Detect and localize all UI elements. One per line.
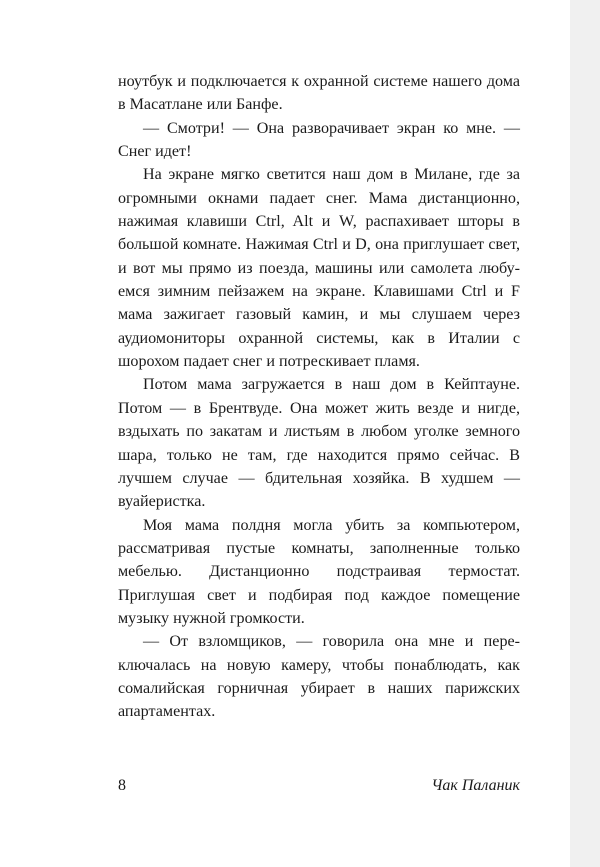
- paragraph: На экране мягко светится наш дом в Милане, где за огромными окнами падает снег. Мама дистанционно, нажимая клавиши Ctrl, Alt и W, распахивает шторы в большой комнате. Нажимая Ctrl и D, она приглушает свет, и вот мы прямо из поезда, машины или самолета любуемся зимним пейзажем на экране. Клавишами Ctrl и F мама зажигает газовый камин, и мы слушаем через аудиомониторы охранной системы, как в Италии с шорохом падает снег и потрескивает пламя.: [118, 166, 520, 371]
- running-author: Чак Паланик: [431, 777, 520, 794]
- page-edge: [570, 0, 600, 867]
- paragraph: — От взломщиков, — говорила она мне и переключалась на новую камеру, чтобы понаблюдать, как сомалийская горничная убирает в наших парижских апартаментах.: [118, 633, 520, 721]
- paragraph: Моя мама полдня могла убить за компьютером, рассматривая пустые комнаты, заполненные только мебелью. Дистанционно подстраивая термостат. Приглушая свет и подбирая под каждое помещение музыку нужной громкости.: [118, 516, 520, 627]
- paragraph: ноутбук и подключается к охранной системе нашего дома в Масатлане или Банфе.: [118, 73, 520, 114]
- paragraph: Потом мама загружается в наш дом в Кейптауне. Потом — в Брентвуде. Она может жить везде и нигде, вздыхать по закатам и листьям в любом уголке земного шара, только не там, где находится прямо сейчас. В лучшем случае — бдительная хозяйка. В худшем — вуайеристка.: [118, 376, 520, 511]
- paragraph: — Смотри! — Она разворачивает экран ко мне. — Снег идет!: [118, 119, 520, 161]
- page-number: 8: [118, 777, 126, 794]
- body-text: [118, 70, 520, 724]
